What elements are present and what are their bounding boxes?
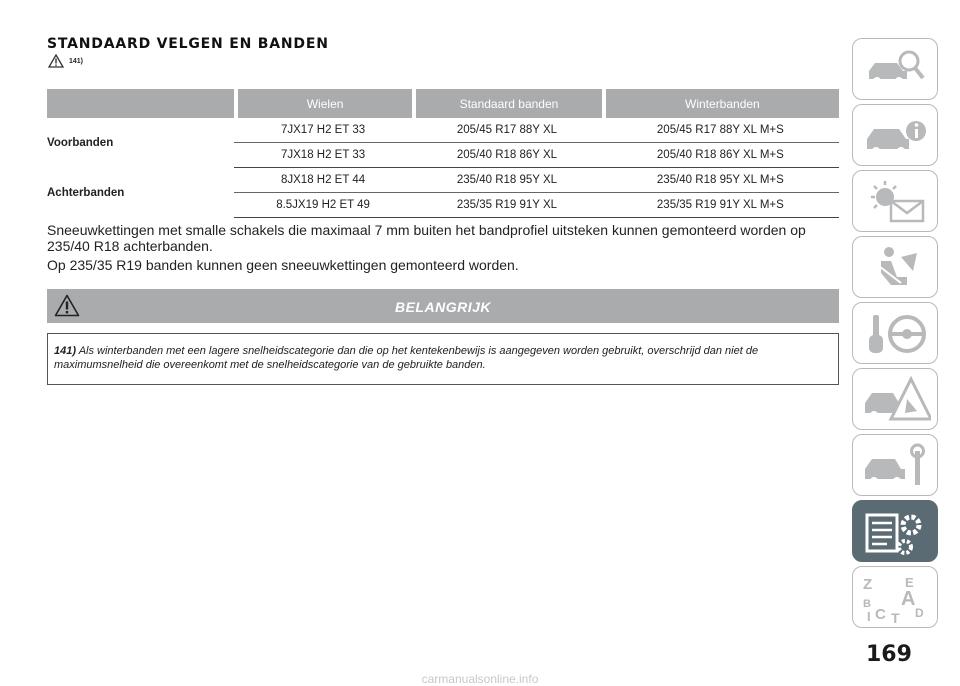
svg-text:I: I <box>867 609 871 623</box>
warning-lights-message-icon <box>861 177 931 227</box>
table-row <box>47 168 839 193</box>
tab-starting-driving[interactable] <box>852 302 938 364</box>
table-cell: 205/45 R17 88Y XL <box>412 118 602 143</box>
seat-airbag-icon <box>861 243 931 293</box>
r19-chain-note: Op 235/35 R19 banden kunnen geen sneeuwkettingen gemonteerd worden. <box>47 257 519 273</box>
header-wielen: Wielen <box>238 89 412 118</box>
tab-index[interactable] <box>852 566 938 628</box>
table-cell: 205/40 R18 86Y XL <box>412 143 602 168</box>
table-cell: 235/35 R19 91Y XL <box>412 193 602 218</box>
warning-ref: 141) <box>54 345 77 357</box>
table-cell: 205/40 R18 86Y XL M+S <box>602 143 839 168</box>
svg-text:E: E <box>905 575 914 590</box>
heading-reference <box>48 54 83 68</box>
svg-text:D: D <box>915 606 924 620</box>
table-cell: 8.5JX19 H2 ET 49 <box>234 193 412 218</box>
svg-text:Z: Z <box>863 576 873 593</box>
table-cell: 235/35 R19 91Y XL M+S <box>602 193 839 218</box>
table-cell: 205/45 R17 88Y XL M+S <box>602 118 839 143</box>
svg-text:B: B <box>863 598 871 610</box>
header-winterbanden: Winterbanden <box>606 89 839 118</box>
table-cell: 7JX18 H2 ET 33 <box>234 143 412 168</box>
key-steering-wheel-icon <box>861 309 931 359</box>
tab-technical-data[interactable] <box>852 500 938 562</box>
tab-safety[interactable] <box>852 236 938 298</box>
technical-data-icon <box>861 507 931 557</box>
tab-car-info[interactable] <box>852 104 938 166</box>
reference-number: 141) <box>69 57 84 65</box>
table-cell: 235/40 R18 95Y XL M+S <box>602 168 839 193</box>
row-label-voorbanden: Voorbanden <box>47 136 114 149</box>
car-breakdown-warning-icon <box>861 375 931 425</box>
page-number: 169 <box>866 642 912 667</box>
alphabetical-index-icon <box>861 573 931 623</box>
table-cell: 8JX18 H2 ET 44 <box>234 168 412 193</box>
header-standaard-banden: Standaard banden <box>416 89 602 118</box>
tab-car-search[interactable] <box>852 38 938 100</box>
svg-text:A: A <box>901 588 916 610</box>
car-info-icon <box>861 111 931 161</box>
warning-box <box>47 333 839 385</box>
warning-triangle-icon <box>48 54 64 68</box>
table-cell: 7JX17 H2 ET 33 <box>234 118 412 143</box>
warning-title: BELANGRIJK <box>394 299 491 315</box>
car-maintenance-icon <box>861 441 931 491</box>
table-row <box>47 118 839 143</box>
table-header-row <box>47 89 839 118</box>
warning-text <box>54 344 830 372</box>
tab-warning-lights[interactable] <box>852 170 938 232</box>
car-search-icon <box>861 45 931 95</box>
wheels-tyres-table <box>47 89 839 218</box>
page-title: STANDAARD VELGEN EN BANDEN <box>47 36 329 52</box>
watermark: carmanualsonline.info <box>421 672 539 686</box>
row-label-achterbanden: Achterbanden <box>47 186 125 199</box>
svg-text:C: C <box>875 606 886 623</box>
header-blank-cell <box>47 89 234 118</box>
svg-text:T: T <box>891 610 900 623</box>
warning-header <box>47 289 839 323</box>
warning-body: Als winterbanden met een lagere snelheidscategorie dan die op het kentekenbewijs is aangegeven worden gebruikt, overschrijd dan niet de maximumsnelheid die overeenkomt met de snelheidscategorie van de gebruikte banden. <box>54 345 759 371</box>
tab-maintenance[interactable] <box>852 434 938 496</box>
tab-emergency[interactable] <box>852 368 938 430</box>
snow-chain-note: Sneeuwkettingen met smalle schakels die maximaal 7 mm buiten het bandprofiel uitsteken kunnen gemonteerd worden op 235/40 R18 achterbanden. <box>47 222 806 254</box>
table-cell: 235/40 R18 95Y XL <box>412 168 602 193</box>
